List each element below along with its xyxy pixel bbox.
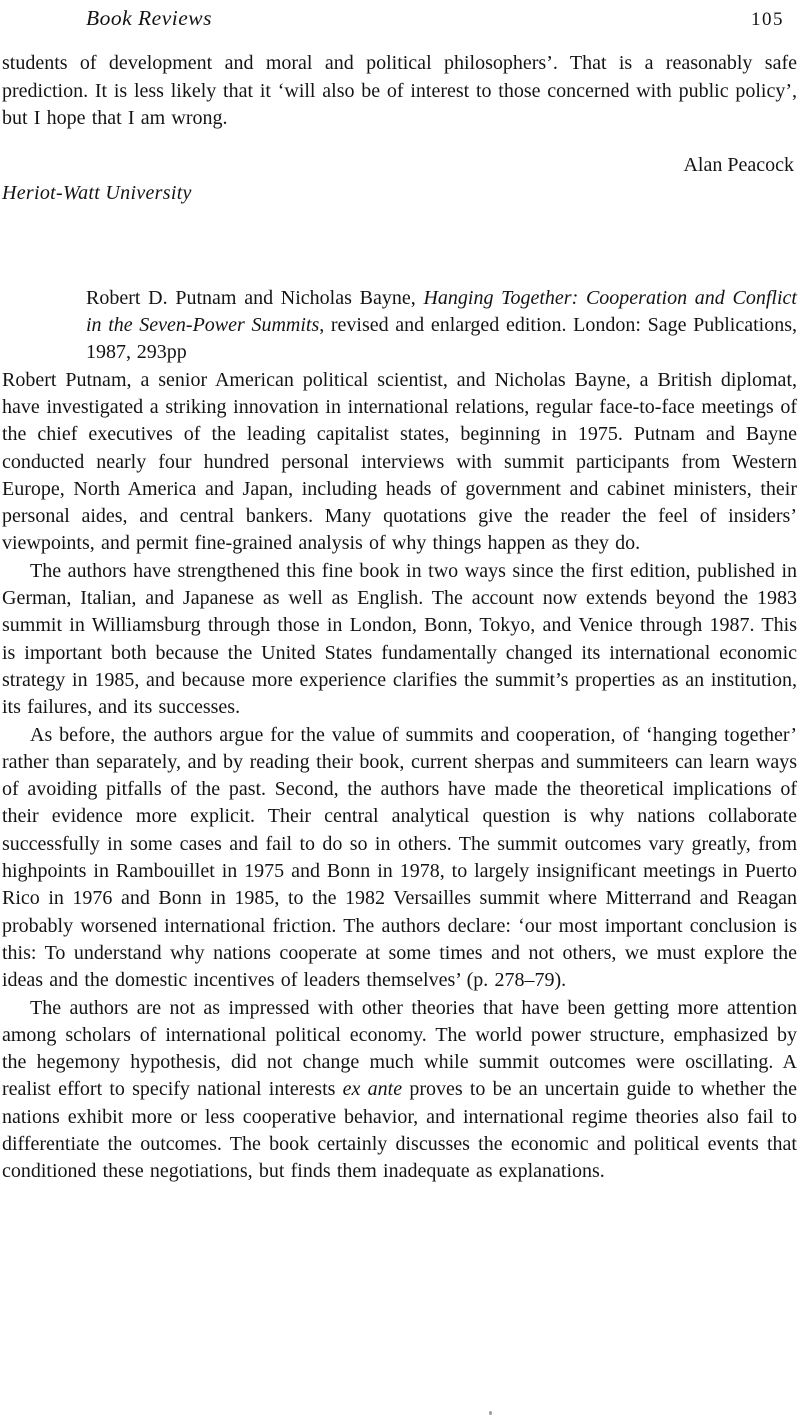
review-paragraph [2,367,797,558]
review-paragraph [2,995,797,1186]
reviewer-affiliation: Heriot-Watt University [2,182,192,205]
running-head [2,5,797,33]
text-run: Robert Putnam, a senior American political scientist, and Nicholas Bayne, a British diplomat, have investigated a striking innovation in international relations, regular face-to-face meetings of the chief executives of the leading capitalist states, beginning in 1975. Putnam and Bayne conducted nearly four hundred personal interviews with summit participants from Western Europe, North America and Japan, including heads of government and cabinet ministers, their personal aides, and central bankers. Many quotations give the reader the feel of insiders’ viewpoints, and permit fine-grained analysis of why things happen as they do. [2,368,797,555]
page-number: 105 [751,9,784,30]
text-run: As before, the authors argue for the value of summits and cooperation, of ‘hanging together’ rather than separately, and by reading their book, current sherpas and summiteers can learn ways of avoiding pitfalls of the past. Second, the authors have made the theoretical implications of their evidence more explicit. Their central analytical question is why nations collaborate successfully in some cases and fail to do so in others. The summit outcomes vary greatly, from highpoints in Rambouillet in 1975 and Bonn in 1978, to largely insignificant meetings in Puerto Rico in 1976 and Bonn in 1985, to the 1982 Versailles summit where Mitterrand and Reagan probably worsened international friction. The authors declare: ‘our most important conclusion is this: To understand why nations cooperate at some times and not others, we must explore the ideas and the domestic incentives of leaders themselves’ (p. 278–79). [2,723,797,992]
review-paragraph [2,722,797,995]
scan-artifact-dot [489,1411,492,1415]
italic-text-run: Hanging Together: Cooperation and Conflict in the Seven-Power Summits [86,286,797,337]
reviewer-name: Alan Peacock [683,154,794,177]
text-run: proves to be an uncertain guide to whether the nations exhibit more or less cooperative behavior, and international regime theories also fail to differentiate the outcomes. The book certainly discusses the economic and political events that conditioned these negotiations, but finds them inadequate as explanations. [2,1078,797,1183]
text-run: Robert D. Putnam and Nicholas Bayne, [86,286,424,309]
closing-review-paragraph: students of development and moral and political philosophers’. That is a reasonably safe prediction. It is less likely that it ‘will also be of interest to those concerned with public policy’, but I hope that I am wrong. [2,52,797,129]
review-body [2,367,797,1186]
section-title: Book Reviews [86,6,212,30]
text-run: The authors have strengthened this fine book in two ways since the first edition, published in German, Italian, and Japanese as well as English. The account now extends beyond the 1983 summit in Williamsburg through those in London, Bonn, Tokyo, and Venice through 1987. This is important both because the United States fundamentally changed its international economic strategy in 1985, and because more experience clarifies the summit’s properties as an institution, its failures, and its successes. [2,559,797,719]
review-paragraph [2,558,797,722]
text-run: , revised and enlarged edition. London: Sage Publications, 1987, 293pp [86,314,797,364]
italic-text-run: ex ante [342,1078,403,1101]
text-run: The authors are not as impressed with other theories that have been getting more attention among scholars of international political economy. The world power structure, emphasized by the hegemony hypothesis, did not change much while summit outcomes were oscillating. A realist effort to specify national interests [2,996,797,1101]
book-citation [86,285,797,367]
